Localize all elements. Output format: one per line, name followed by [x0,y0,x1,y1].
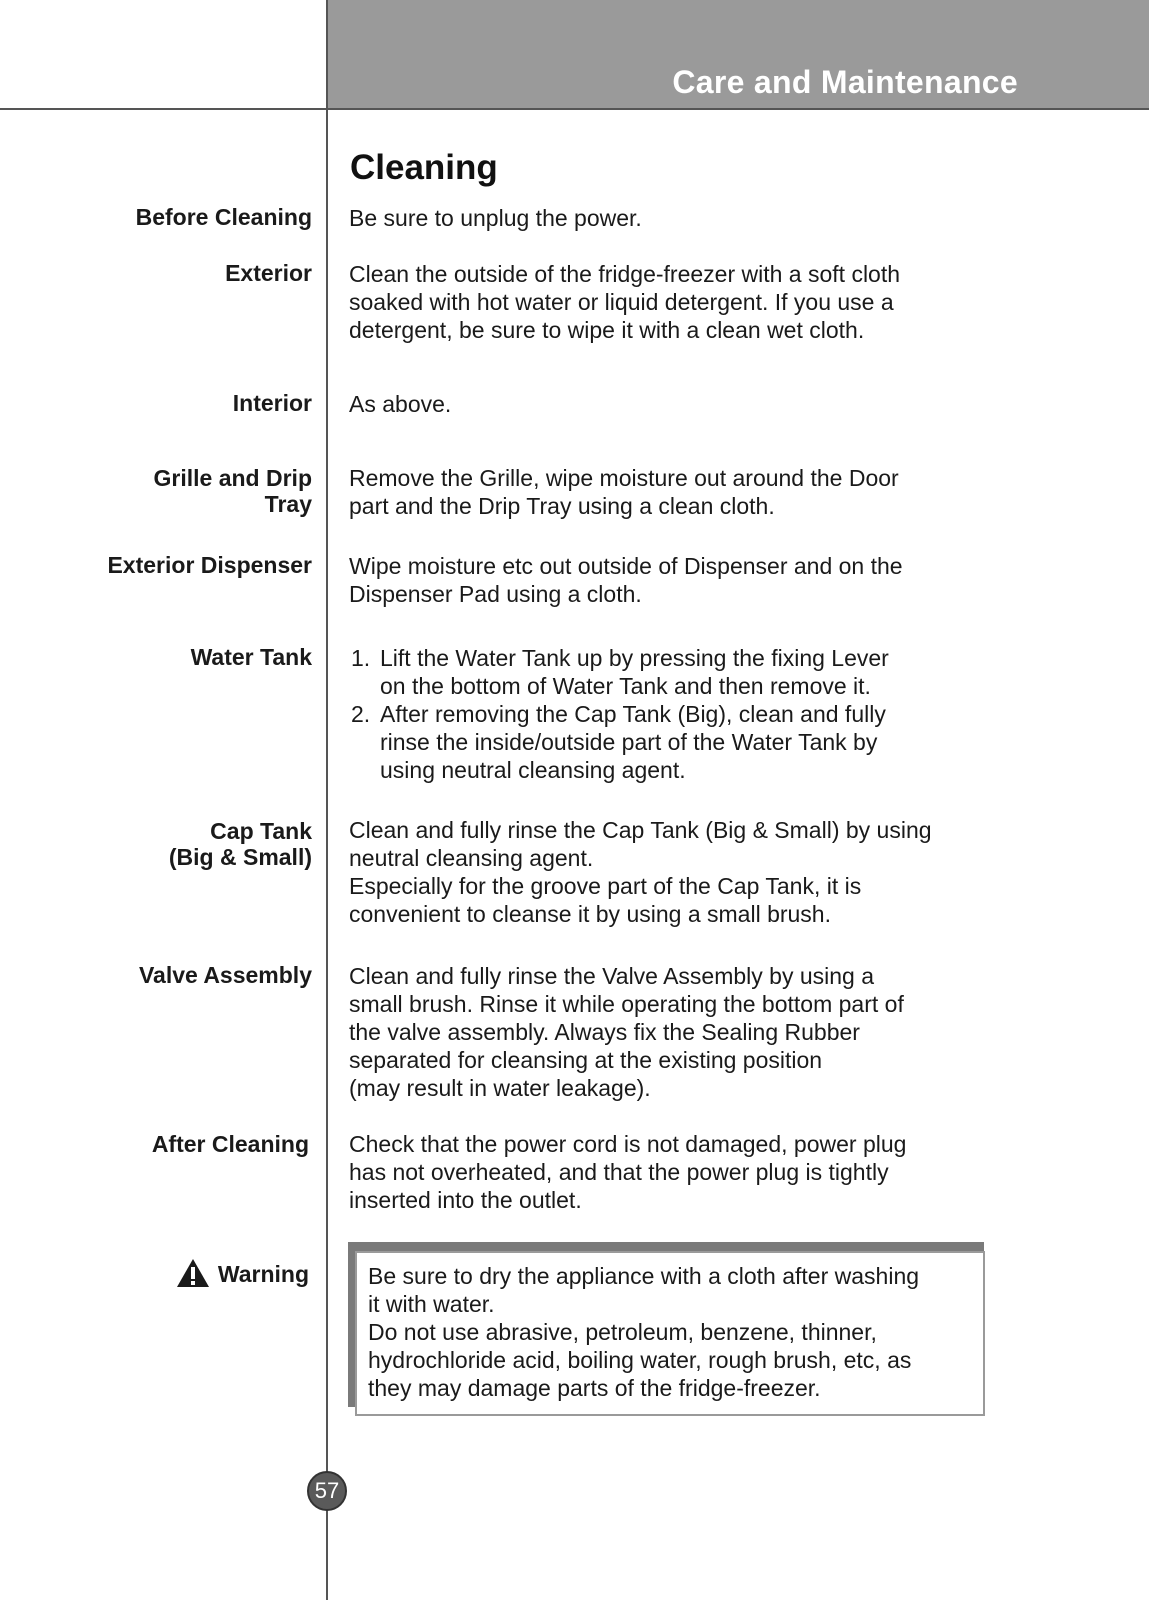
list-item [349,700,1009,784]
label-valve-assembly: Valve Assembly [138,962,312,988]
text-line: detergent, be sure to wipe it with a clean wet cloth. [349,317,865,343]
text-line: Do not use abrasive, petroleum, benzene, thinner, [368,1319,877,1345]
text-line: hydrochloride acid, boiling water, rough brush, etc, as [368,1347,912,1373]
list-item-number: 1. [351,645,371,671]
page-number: 57 [307,1471,347,1511]
text-line: they may damage parts of the fridge-freezer. [368,1375,821,1401]
text-line: using neutral cleansing agent. [380,757,686,783]
label-exterior-dispenser: Exterior Dispenser [107,552,312,578]
text-line: part and the Drip Tray using a clean cloth. [349,493,775,519]
text-line: the valve assembly. Always fix the Sealing Rubber [349,1019,860,1045]
warning-box [355,1251,985,1416]
text-line: convenient to cleanse it by using a small brush. [349,901,831,927]
text-line: Dispenser Pad using a cloth. [349,581,642,607]
text-line: After removing the Cap Tank (Big), clean and fully [380,701,886,727]
label-interior: Interior [232,390,312,416]
text-line: Clean and fully rinse the Cap Tank (Big & Small) by using [349,817,932,843]
text-line: it with water. [368,1291,495,1317]
label-water-tank: Water Tank [190,644,312,670]
text-line: Be sure to dry the appliance with a cloth after washing [368,1263,920,1289]
label-grille-drip-tray [154,465,312,517]
text-line: inserted into the outlet. [349,1187,582,1213]
text-valve-assembly [349,962,1009,1102]
text-before-cleaning: Be sure to unplug the power. [349,205,642,231]
text-line: soaked with hot water or liquid detergent. If you use a [349,289,894,315]
label-cap-tank [169,818,312,870]
section-title: Cleaning [350,148,498,187]
text-line: Lift the Water Tank up by pressing the fixing Lever [380,645,889,671]
text-grille-drip-tray [349,464,1009,520]
text-line: Clean the outside of the fridge-freezer with a soft cloth [349,261,901,287]
text-line: Check that the power cord is not damaged, power plug [349,1131,907,1157]
text-line: Especially for the groove part of the Cap Tank, it is [349,873,862,899]
text-line: Clean and fully rinse the Valve Assembly by using a [349,963,875,989]
header-bar [327,0,1149,108]
header-divider [0,108,1149,110]
water-tank-steps [349,644,1009,784]
label-after-cleaning: After Cleaning [151,1131,309,1157]
text-line: has not overheated, and that the power plug is tightly [349,1159,889,1185]
warning-label [176,1258,309,1293]
text-cap-tank [349,816,1009,928]
text-interior: As above. [349,391,452,417]
label-line: (Big & Small) [168,844,312,870]
text-line: Wipe moisture etc out outside of Dispenser and on the [349,553,903,579]
text-water-tank [349,644,1009,784]
text-exterior-dispenser [349,552,1009,608]
warning-triangle-icon [176,1258,210,1293]
warning-label-text: Warning [217,1261,309,1287]
text-line: rinse the inside/outside part of the Water Tank by [380,729,878,755]
header-title: Care and Maintenance [672,64,1018,100]
list-item-number: 2. [351,701,371,727]
text-line: on the bottom of Water Tank and then remove it. [380,673,871,699]
label-line: Grille and Drip [153,465,312,491]
text-line: neutral cleansing agent. [349,845,594,871]
text-exterior [349,260,1009,344]
list-item [349,644,1009,700]
label-exterior: Exterior [225,260,312,286]
text-line: (may result in water leakage). [349,1075,651,1101]
text-after-cleaning [349,1130,1009,1214]
label-before-cleaning: Before Cleaning [135,204,312,230]
text-line: separated for cleansing at the existing position [349,1047,823,1073]
label-line: Tray [264,491,312,517]
text-line: Remove the Grille, wipe moisture out around the Door [349,465,899,491]
label-line: Cap Tank [210,818,312,844]
text-line: small brush. Rinse it while operating the bottom part of [349,991,904,1017]
column-divider [326,0,328,1600]
